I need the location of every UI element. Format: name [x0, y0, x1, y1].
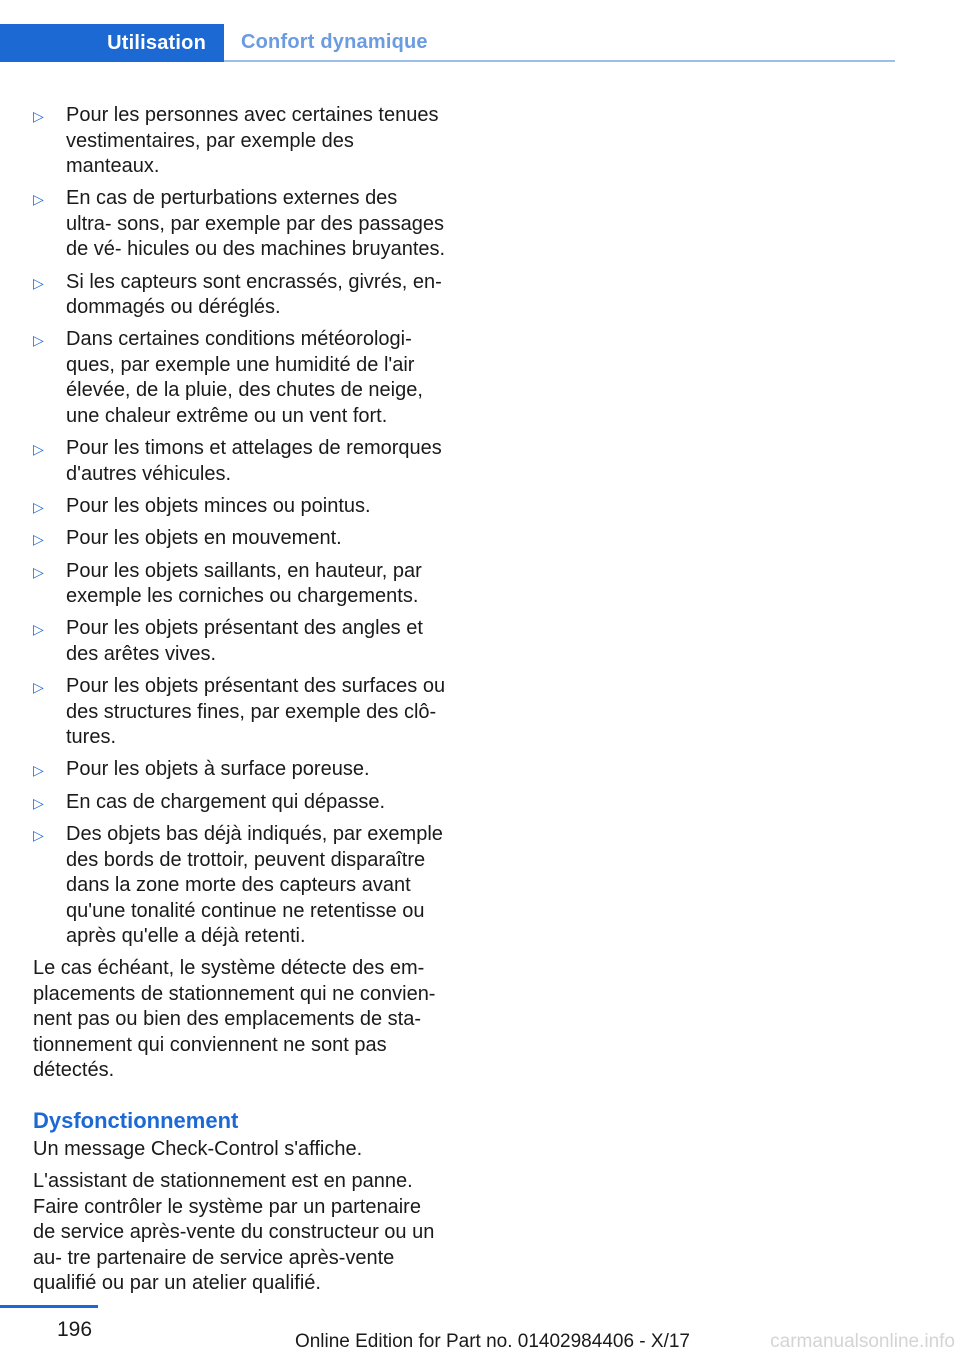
list-item	[33, 822, 448, 950]
list-item-text: Pour les objets présentant des angles et des arêtes vives.	[66, 617, 423, 665]
detection-paragraph: Le cas échéant, le système détecte des em- placements de stationnement qui ne convien- nent pas ou bien des emplacements de sta- tionnement qui conviennent ne sont pas détectés.	[33, 957, 436, 1082]
edition-footer: Online Edition for Part no. 01402984406 - X/17	[294, 1331, 690, 1352]
list-item	[33, 757, 448, 783]
list-item-text: En cas de perturbations externes des ultra- sons, par exemple par des passages de vé- hicules ou des machines bruyantes.	[66, 187, 446, 261]
list-item-text: Pour les personnes avec certaines tenues vestimentaires, par exemple des manteaux.	[66, 104, 439, 177]
triangle-bullet-icon: ▷	[33, 332, 44, 349]
triangle-bullet-icon: ▷	[33, 498, 44, 515]
triangle-bullet-icon: ▷	[33, 531, 44, 548]
triangle-bullet-icon: ▷	[33, 827, 44, 844]
list-item	[33, 616, 448, 667]
list-item-text: Dans certaines conditions météorologi- ques, par exemple une humidité de l'air élevée, de la pluie, des chutes de neige, une chaleur extrême ou un vent fort.	[66, 328, 423, 427]
watermark: carmanualsonline.info	[770, 1331, 955, 1352]
list-item	[33, 186, 448, 263]
list-item	[33, 526, 448, 552]
list-item	[33, 327, 448, 429]
main-content	[33, 103, 448, 1303]
list-item	[33, 494, 448, 520]
list-item	[33, 790, 448, 816]
list-item	[33, 436, 448, 487]
list-item	[33, 270, 448, 321]
triangle-bullet-icon: ▷	[33, 563, 44, 580]
triangle-bullet-icon: ▷	[33, 762, 44, 779]
triangle-bullet-icon: ▷	[33, 274, 44, 291]
tab-utilisation[interactable]: Utilisation	[0, 24, 224, 62]
check-control-paragraph: Un message Check-Control s'affiche.	[33, 1137, 363, 1160]
list-item-text: Si les capteurs sont encrassés, givrés, en- dommagés ou déréglés.	[66, 270, 442, 319]
list-item-text: Pour les objets minces ou pointus.	[66, 494, 371, 517]
triangle-bullet-icon: ▷	[33, 794, 44, 811]
list-item	[33, 674, 448, 751]
triangle-bullet-icon: ▷	[33, 108, 44, 124]
list-item-text: Pour les objets en mouvement.	[66, 527, 342, 550]
list-item	[33, 103, 448, 180]
list-item-text: Pour les objets présentant des surfaces ou des structures fines, par exemple des clô- tures.	[66, 675, 446, 749]
triangle-bullet-icon: ▷	[33, 441, 44, 458]
list-item-text: Pour les objets à surface poreuse.	[66, 758, 370, 781]
list-item-text: Des objets bas déjà indiqués, par exemple des bords de trottoir, peuvent disparaître dans la zone morte des capteurs avant qu'une tonalité continue ne retentisse ou après qu'elle a déjà retenti.	[66, 823, 443, 948]
page-number: 196	[57, 1318, 93, 1341]
triangle-bullet-icon: ▷	[33, 191, 44, 208]
triangle-bullet-icon: ▷	[33, 621, 44, 638]
triangle-bullet-icon: ▷	[33, 679, 44, 696]
limitations-list	[33, 103, 448, 950]
header-divider	[224, 60, 895, 62]
list-item	[33, 559, 448, 610]
list-item-text: Pour les timons et attelages de remorques d'autres véhicules.	[66, 437, 442, 485]
tab-confort-dynamique[interactable]: Confort dynamique	[241, 30, 428, 53]
list-item-text: En cas de chargement qui dépasse.	[66, 790, 386, 813]
list-item-text: Pour les objets saillants, en hauteur, par exemple les corniches ou chargements.	[66, 559, 422, 608]
section-heading: Dysfonctionnement	[33, 1107, 239, 1133]
footer-divider	[0, 1305, 98, 1308]
malfunction-paragraph: L'assistant de stationnement est en panne. Faire contrôler le système par un partenaire de service après-vente du constructeur ou un au- tre partenaire de service après-vente qualifié ou par un atelier qualifié.	[33, 1170, 435, 1295]
page-header	[0, 0, 895, 62]
